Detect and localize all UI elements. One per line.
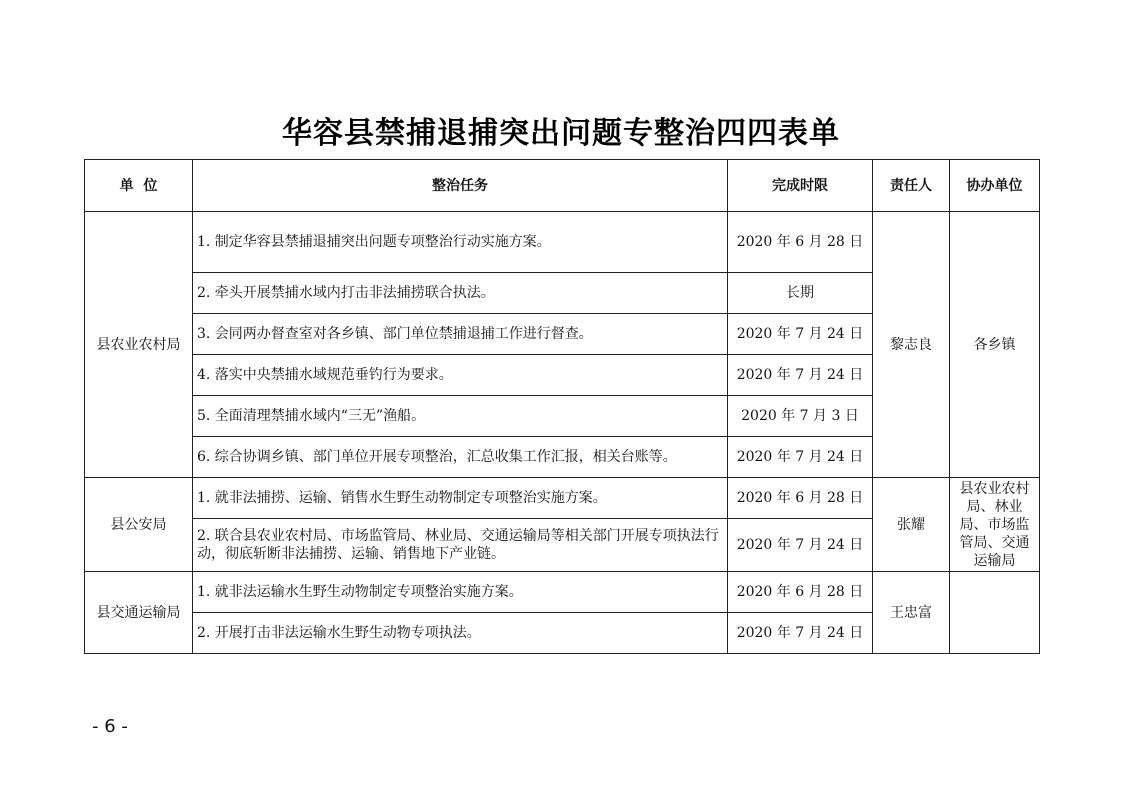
assist-cell: 县农业农村局、林业局、市场监管局、交通运输局 (950, 478, 1040, 572)
table-header-row (85, 160, 1040, 212)
task-cell: 2. 联合县农业农村局、市场监管局、林业局、交通运输局等相关部门开展专项执法行动，彻底斩断非法捕捞、运输、销售地下产业链。 (193, 519, 728, 572)
table-row (85, 212, 1040, 273)
task-cell: 2. 开展打击非法运输水生野生动物专项执法。 (193, 613, 728, 654)
deadline-cell: 2020 年 7 月 24 日 (728, 613, 873, 654)
task-cell: 6. 综合协调乡镇、部门单位开展专项整治，汇总收集工作汇报，相关台账等。 (193, 437, 728, 478)
responsible-cell: 张耀 (873, 478, 950, 572)
table-row (85, 478, 1040, 519)
page-number: - 6 - (92, 716, 128, 737)
header-responsible: 责任人 (873, 160, 950, 212)
header-assist: 协办单位 (950, 160, 1040, 212)
deadline-cell: 2020 年 7 月 24 日 (728, 314, 873, 355)
header-deadline: 完成时限 (728, 160, 873, 212)
assist-cell: 各乡镇 (950, 212, 1040, 478)
deadline-cell: 2020 年 6 月 28 日 (728, 572, 873, 613)
deadline-cell: 2020 年 7 月 3 日 (728, 396, 873, 437)
task-table (84, 159, 1040, 654)
unit-cell: 县交通运输局 (85, 572, 193, 654)
document-title: 华容县禁捕退捕突出问题专整治四四表单 (282, 116, 840, 151)
deadline-cell: 2020 年 6 月 28 日 (728, 478, 873, 519)
task-cell: 1. 就非法运输水生野生动物制定专项整治实施方案。 (193, 572, 728, 613)
task-cell: 2. 牵头开展禁捕水域内打击非法捕捞联合执法。 (193, 273, 728, 314)
responsible-cell: 黎志良 (873, 212, 950, 478)
task-cell: 5. 全面清理禁捕水域内“三无”渔船。 (193, 396, 728, 437)
task-cell: 1. 就非法捕捞、运输、销售水生野生动物制定专项整治实施方案。 (193, 478, 728, 519)
deadline-cell: 2020 年 7 月 24 日 (728, 519, 873, 572)
task-cell: 1. 制定华容县禁捕退捕突出问题专项整治行动实施方案。 (193, 212, 728, 273)
header-task: 整治任务 (193, 160, 728, 212)
header-unit: 单 位 (85, 160, 193, 212)
assist-cell (950, 572, 1040, 654)
unit-cell: 县公安局 (85, 478, 193, 572)
task-cell: 3. 会同两办督查室对各乡镇、部门单位禁捕退捕工作进行督查。 (193, 314, 728, 355)
deadline-cell: 2020 年 7 月 24 日 (728, 437, 873, 478)
responsible-cell: 王忠富 (873, 572, 950, 654)
table-row (85, 572, 1040, 613)
deadline-cell: 2020 年 6 月 28 日 (728, 212, 873, 273)
deadline-cell: 2020 年 7 月 24 日 (728, 355, 873, 396)
task-cell: 4. 落实中央禁捕水域规范垂钓行为要求。 (193, 355, 728, 396)
unit-cell: 县农业农村局 (85, 212, 193, 478)
deadline-cell: 长期 (728, 273, 873, 314)
